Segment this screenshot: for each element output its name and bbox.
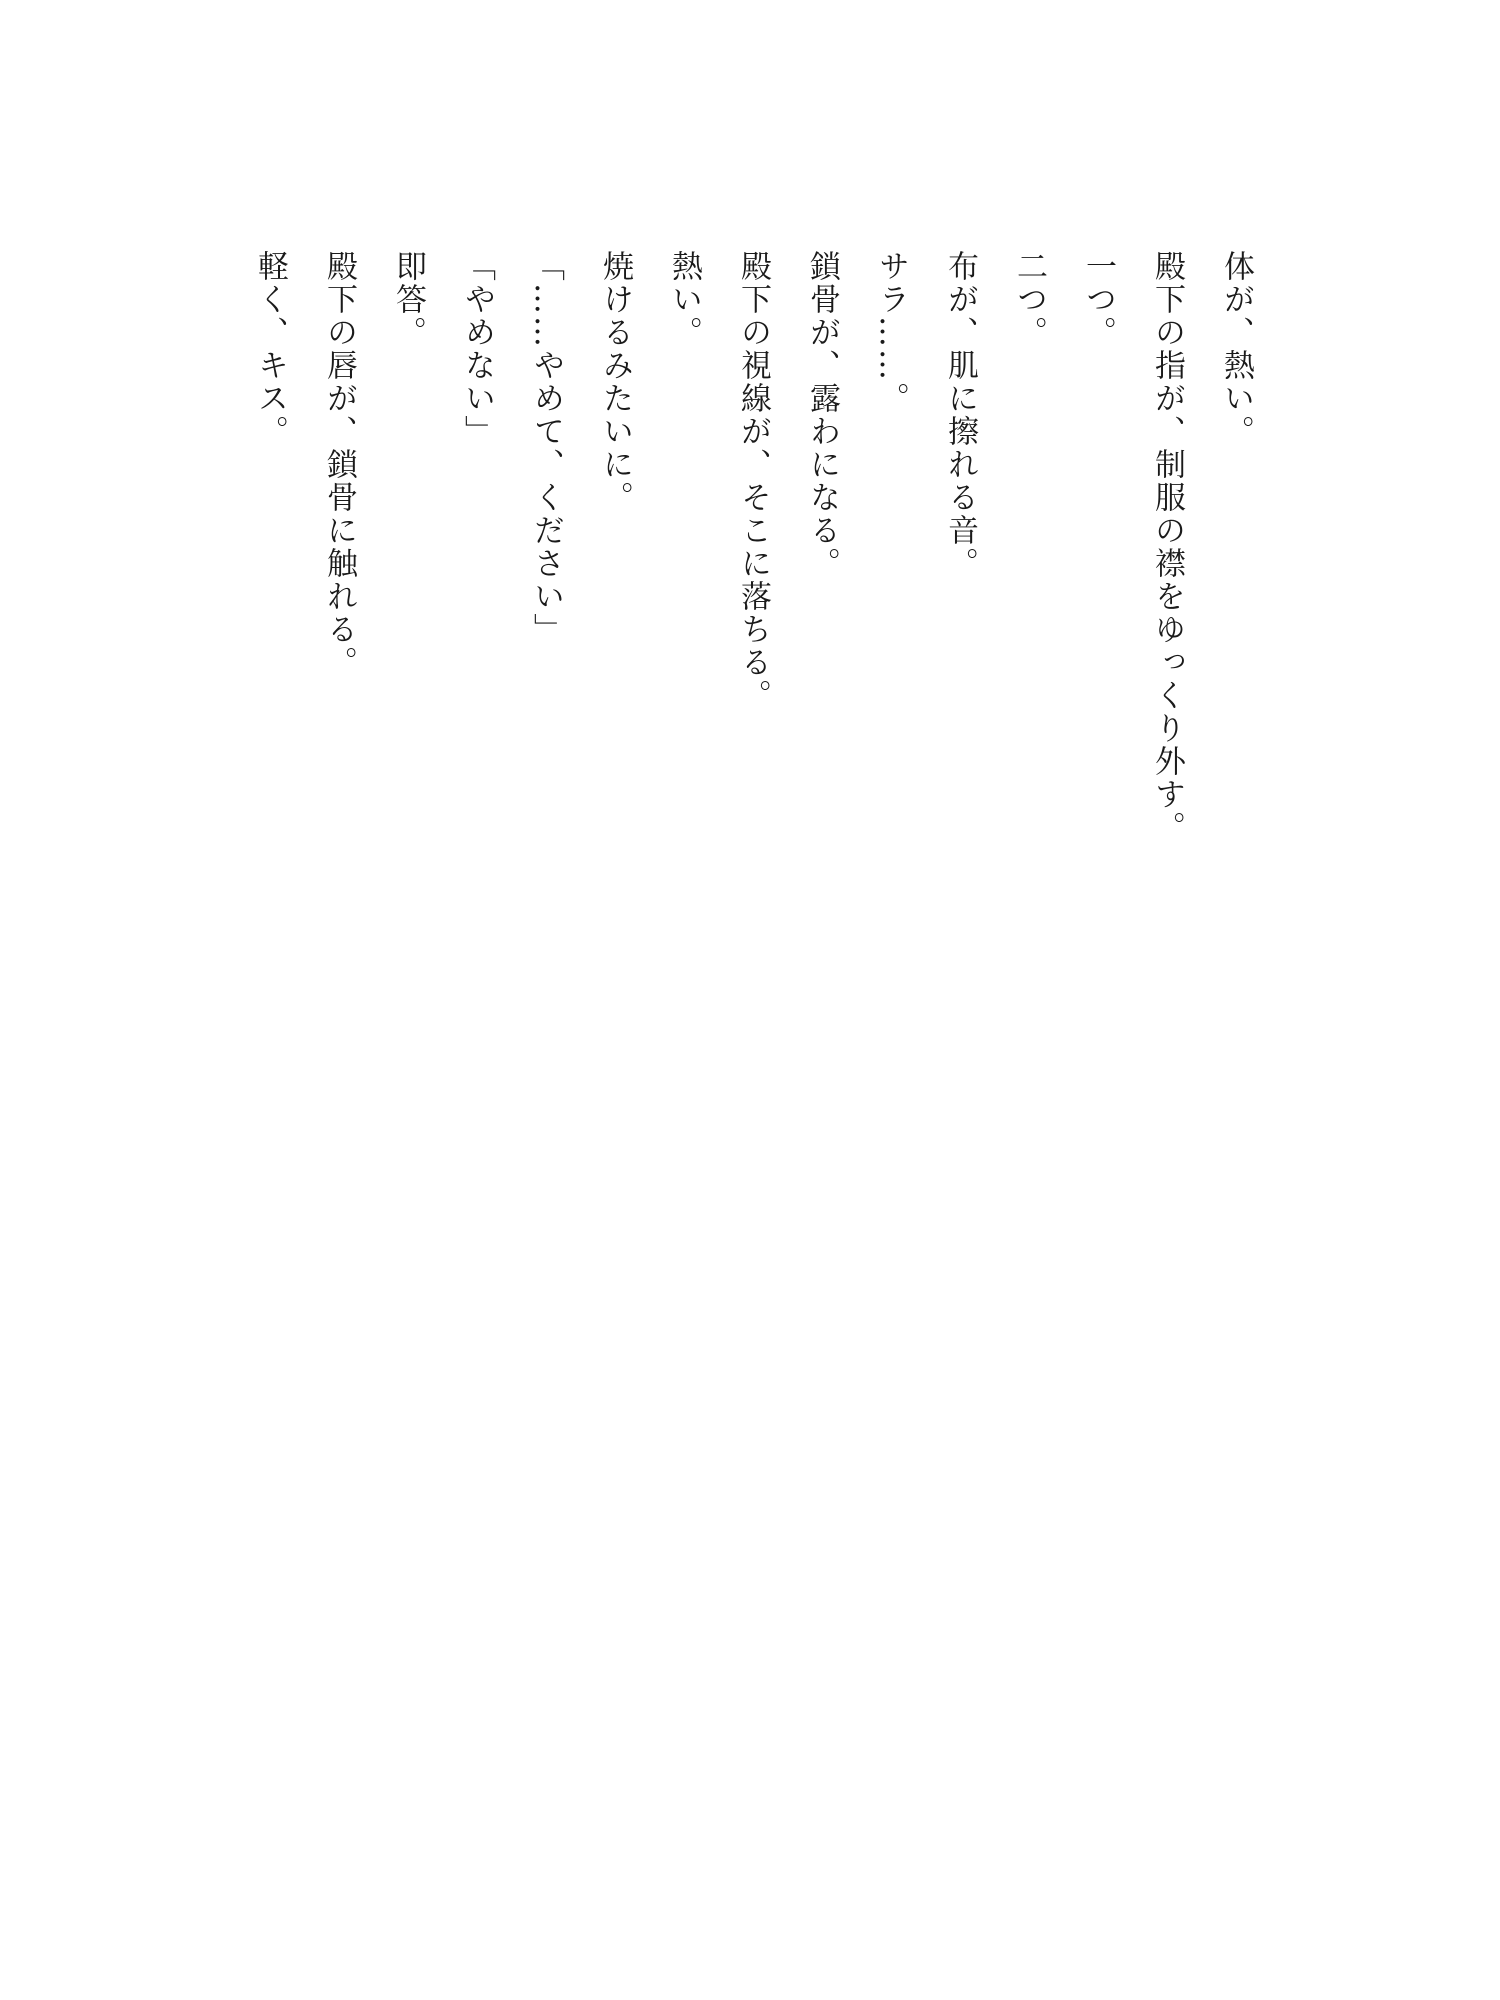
text-line-15: 軽く、キス。: [252, 250, 288, 448]
text-line-6: サラ……。: [873, 250, 909, 415]
text-line-9: 熱い。: [666, 250, 702, 349]
text-line-3: 一つ。: [1080, 250, 1116, 349]
text-line-10: 焼けるみたいに。: [597, 250, 633, 514]
text-line-2: 殿下の指が、制服の襟をゆっくり外す。: [1149, 250, 1185, 844]
vertical-text-block: [235, 250, 1270, 1010]
text-line-5: 布が、肌に擦れる音。: [942, 250, 978, 580]
text-line-8: 殿下の視線が、そこに落ちる。: [735, 250, 771, 712]
text-line-4: 二つ。: [1011, 250, 1047, 349]
text-line-12: 「やめない」: [459, 250, 495, 448]
text-line-7: 鎖骨が、露わになる。: [804, 250, 840, 580]
text-line-11: 「……やめて、ください」: [528, 250, 564, 646]
text-line-1: 体が、熱い。: [1218, 250, 1254, 448]
text-line-13: 即答。: [390, 250, 426, 349]
text-line-14: 殿下の唇が、鎖骨に触れる。: [321, 250, 357, 679]
